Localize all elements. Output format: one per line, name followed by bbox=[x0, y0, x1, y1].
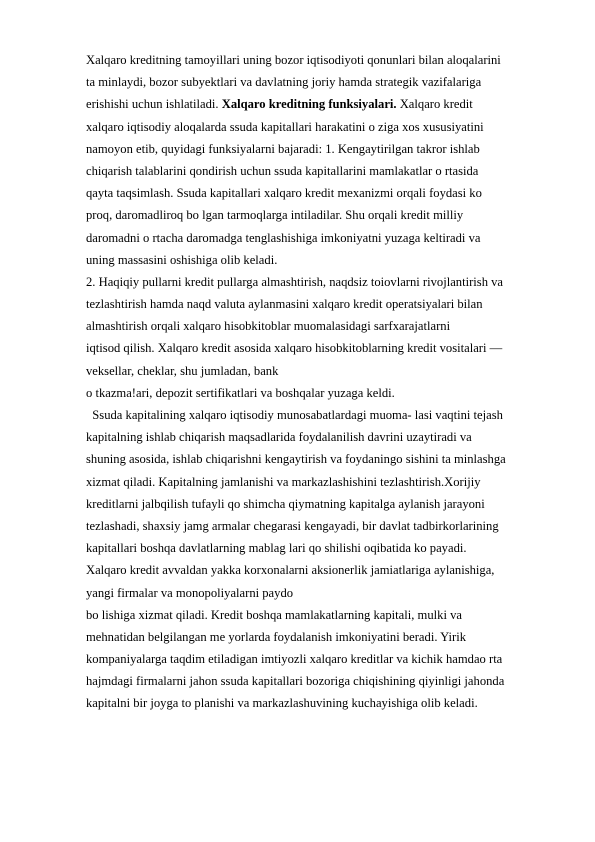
text-line: 2. Haqiqiy pullarni kredit pullarga almashtirish, naqdsiz toiovlarni rivojlantirish va bbox=[86, 274, 504, 289]
text-line: yangi firmalar va monopoliyalarni paydo bbox=[86, 585, 294, 600]
text-line: kreditlarni jalbqilish tufayli qo shimcha qiymatning kapitalga aylanish jarayoni bbox=[86, 496, 485, 511]
text-line: Xalqaro kredit avvaldan yakka korxonalarni aksionerlik jamiatlariga aylanishiga, bbox=[86, 563, 495, 578]
text-line: uning massasini oshishiga olib keladi. bbox=[86, 252, 278, 267]
text-line: iqtisod qilish. Xalqaro kredit asosida xalqaro hisobkitoblarning kredit vositalari — bbox=[86, 341, 503, 356]
text-line: kapitallari boshqa davlatlarning mablag lari qo shilishi oqibatida ko payadi. bbox=[86, 541, 467, 556]
text-line: ta minlaydi, bozor subyektlari va davlatning joriy hamda strategik vazifalariga bbox=[86, 75, 482, 90]
text-line: shuning asosida, ishlab chiqarishni kengaytirish va foydaningo sishini ta minlashga bbox=[86, 452, 506, 467]
text-line: qayta taqsimlash. Ssuda kapitallari xalqaro kredit mexanizmi orqali foydasi ko bbox=[86, 186, 482, 201]
text-line: chiqarish talablarini qondirish uchun ssuda kapitallarini mamlakatlar o rtasida bbox=[86, 163, 479, 178]
text-run: erishishi uchun ishlatiladi. bbox=[86, 97, 222, 112]
text-line: xalqaro iqtisodiy aloqalarda ssuda kapitallari harakatini o ziga xos xususiyatini bbox=[86, 119, 484, 134]
text-line: o tkazma!ari, depozit sertifikatlari va boshqalar yuzaga keldi. bbox=[86, 385, 395, 400]
text-line: tezlashtirish hamda naqd valuta aylanmasini xalqaro kredit operatsiyalari bilan bbox=[86, 297, 483, 312]
text-line: kapitalni bir joyga to planishi va markazlashuvining kuchayishiga olib keladi. bbox=[86, 696, 478, 711]
text-line: namoyon etib, quyidagi funksiyalarni bajaradi: 1. Kengaytirilgan takror ishlab bbox=[86, 141, 480, 156]
text-run: Xalqaro kredit bbox=[396, 97, 473, 112]
text-line: hajmdagi firmalarni jahon ssuda kapitallari bozoriga chiqishining qiyinligi jahonda bbox=[86, 674, 505, 689]
text-line: almashtirish orqali xalqaro hisobkitoblar muomalasidagi sarfxarajatlarni bbox=[86, 319, 451, 334]
text-line: kompaniyalarga taqdim etiladigan imtiyozli xalqaro kreditlar va kichik hamdao rta bbox=[86, 652, 503, 667]
text-line: proq, daromadliroq bo lgan tarmoqlarga intiladilar. Shu orqali kredit milliy bbox=[86, 208, 464, 223]
text-line: veksellar, cheklar, shu jumladan, bank bbox=[86, 363, 279, 378]
text-line: mehnatidan belgilangan me yorlarda foydalanish imkoniyatini beradi. Yirik bbox=[86, 629, 467, 644]
text-line: daromadni o rtacha daromadga tenglashishiga imkoniyatni yuzaga keltiradi va bbox=[86, 230, 481, 245]
text-line bbox=[86, 93, 556, 115]
text-line: kapitalning ishlab chiqarish maqsadlarida foydalanilish davrini uzaytiradi va bbox=[86, 430, 472, 445]
text-line: xizmat qiladi. Kapitalning jamlanishi va markazlashishini tezlashtirish.Xorijiy bbox=[86, 474, 481, 489]
body-text bbox=[86, 49, 556, 715]
text-line: Ssuda kapitalining xalqaro iqtisodiy munosabatlardagi muoma- lasi vaqtini tejash bbox=[86, 408, 503, 422]
text-line: Xalqaro kreditning tamoyillari uning bozor iqtisodiyoti qonunlari bilan aloqalarini bbox=[86, 53, 501, 67]
text-line: tezlashadi, shaxsiy jamg armalar chegarasi kengayadi, bir davlat tadbirkorlarining bbox=[86, 518, 499, 533]
section-heading: Xalqaro kreditning funksiyalari. bbox=[221, 97, 397, 112]
text-line: bo lishiga xizmat qiladi. Kredit boshqa mamlakatlarning kapitali, mulki va bbox=[86, 607, 462, 622]
